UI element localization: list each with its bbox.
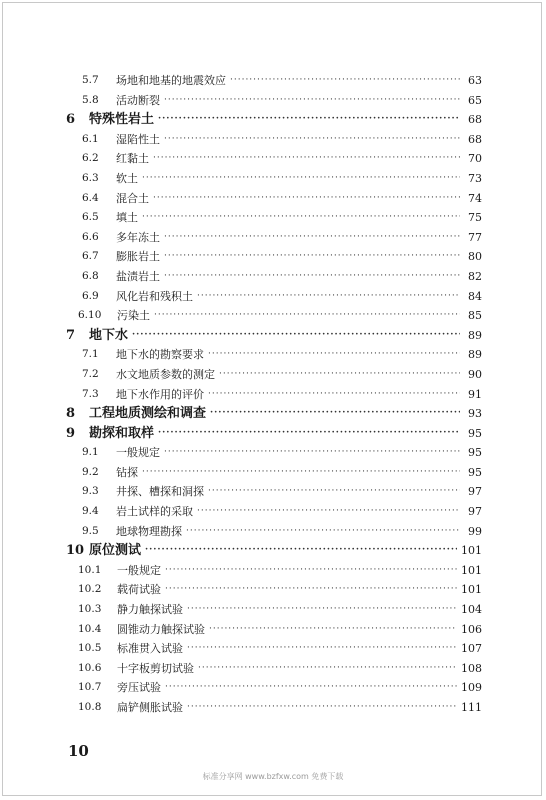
dot-leader [208, 385, 460, 405]
toc-section-row[interactable] [66, 365, 482, 385]
toc-entry-number: 10.5 [78, 642, 102, 655]
toc-entry-title: 圆锥动力触探试验 [117, 622, 205, 636]
toc-section-row[interactable] [66, 149, 482, 169]
toc-entry-page: 63 [468, 74, 482, 87]
toc-entry-number: 6.5 [82, 211, 99, 224]
dot-leader [142, 463, 460, 483]
toc-entry-title: 风化岩和残积土 [116, 289, 193, 303]
toc-entry-number: 10.1 [78, 563, 102, 576]
dot-leader [208, 482, 460, 502]
toc-entry-title: 勘探和取样 [89, 425, 155, 441]
toc-entry-title: 扁铲侧胀试验 [117, 701, 183, 714]
dot-leader [164, 91, 460, 111]
dot-leader [153, 149, 460, 169]
toc-entry-page: 77 [468, 230, 482, 244]
toc-chapter-row[interactable] [66, 541, 482, 561]
toc-entry-page: 101 [461, 544, 482, 558]
dot-leader [154, 306, 460, 326]
toc-entry-title: 一般规定 [116, 446, 160, 460]
toc-section-row[interactable] [66, 189, 482, 209]
toc-entry-number: 6.4 [82, 191, 99, 204]
toc-entry-title: 地球物理勘探 [116, 524, 182, 538]
toc-section-row[interactable] [66, 385, 482, 405]
toc-entry-number: 10.8 [78, 701, 102, 713]
dot-leader [153, 189, 460, 209]
toc-entry-page: 99 [468, 524, 482, 538]
toc-entry-title: 地下水 [89, 327, 129, 343]
toc-entry-number: 9.4 [82, 505, 99, 518]
toc-entry-number: 9.1 [82, 446, 99, 459]
toc-entry-title: 一般规定 [117, 563, 161, 577]
toc-entry-number: 10.7 [78, 681, 102, 694]
toc-entry-title: 盐渍岩土 [116, 269, 160, 283]
toc-chapter-row[interactable] [66, 110, 482, 130]
toc-entry-page: 106 [461, 622, 482, 636]
toc-entry-page: 80 [468, 250, 482, 264]
toc-section-row[interactable] [66, 561, 482, 581]
toc-entry-number: 10.3 [78, 603, 102, 616]
toc-entry-page: 82 [468, 269, 482, 283]
dot-leader [165, 580, 457, 600]
toc-entry-number: 10.2 [78, 583, 102, 596]
toc-entry-page: 68 [468, 113, 482, 127]
toc-entry-number: 5.7 [82, 74, 99, 86]
toc-section-row[interactable] [66, 522, 482, 542]
dot-leader [164, 228, 460, 248]
toc-entry-page: 85 [468, 309, 482, 323]
toc-section-row[interactable] [66, 71, 482, 91]
dot-leader [197, 287, 460, 307]
toc-entry-title: 十字板剪切试验 [117, 661, 194, 675]
toc-chapter-row[interactable] [66, 404, 482, 424]
toc-entry-title: 工程地质测绘和调查 [89, 406, 207, 422]
dot-leader [142, 169, 460, 189]
toc-entry-page: 75 [468, 211, 482, 225]
toc-entry-page: 97 [468, 485, 482, 499]
toc-chapter-row[interactable] [66, 424, 482, 444]
toc-entry-page: 89 [468, 328, 482, 342]
toc-entry-number: 10.6 [78, 661, 102, 674]
toc-entry-title: 载荷试验 [117, 583, 161, 597]
toc-entry-page: 107 [461, 642, 482, 656]
toc-entry-title: 膨胀岩土 [116, 250, 160, 264]
dot-leader [164, 247, 460, 267]
toc-section-row[interactable] [66, 620, 482, 640]
toc-section-row[interactable] [66, 169, 482, 189]
toc-entry-title: 湿陷性土 [116, 132, 160, 146]
toc-entry-number: 9.2 [82, 465, 99, 478]
toc-section-row[interactable] [66, 639, 482, 659]
toc-entry-number: 7.1 [82, 348, 99, 361]
toc-entry-number: 6.8 [82, 269, 99, 282]
toc-entry-page: 111 [461, 701, 482, 714]
toc-entry-page: 73 [468, 171, 482, 185]
toc-section-row[interactable] [66, 91, 482, 111]
toc-section-row[interactable] [66, 678, 482, 698]
dot-leader [187, 600, 457, 620]
toc-entry-page: 108 [461, 661, 482, 675]
toc-section-row[interactable] [66, 247, 482, 267]
dot-leader [210, 404, 460, 424]
dot-leader [230, 71, 460, 91]
toc-entry-page: 104 [461, 603, 482, 617]
toc-entry-title: 填土 [116, 211, 138, 225]
toc-entry-number: 6.9 [82, 289, 99, 302]
toc-entry-title: 标准贯入试验 [117, 642, 183, 656]
toc-section-row[interactable] [66, 208, 482, 228]
toc-section-row[interactable] [66, 463, 482, 483]
toc-section-row[interactable] [66, 287, 482, 307]
toc-entry-page: 90 [468, 367, 482, 381]
toc-entry-title: 软土 [116, 171, 138, 185]
toc-entry-page: 74 [468, 191, 482, 205]
toc-section-row[interactable] [66, 600, 482, 620]
toc-section-row[interactable] [66, 306, 482, 326]
toc-entry-title: 地下水作用的评价 [116, 387, 204, 401]
table-of-contents [66, 71, 482, 718]
toc-chapter-row[interactable] [66, 326, 482, 346]
toc-entry-title: 活动断裂 [116, 93, 160, 107]
toc-entry-number: 9.3 [82, 485, 99, 498]
dot-leader [219, 365, 460, 385]
toc-entry-number: 10 [66, 543, 85, 559]
toc-section-row[interactable] [66, 502, 482, 522]
toc-entry-title: 污染土 [117, 309, 150, 323]
dot-leader [164, 443, 460, 463]
toc-entry-page: 95 [468, 426, 482, 440]
toc-entry-page: 89 [468, 348, 482, 362]
toc-entry-number: 10.4 [78, 622, 102, 635]
toc-entry-page: 91 [468, 387, 482, 401]
toc-section-row[interactable] [66, 659, 482, 679]
toc-entry-title: 红黏土 [116, 152, 149, 166]
toc-entry-number: 7 [66, 327, 76, 343]
toc-entry-title: 特殊性岩土 [89, 112, 155, 128]
dot-leader [164, 130, 460, 150]
dot-leader [158, 110, 460, 130]
dot-leader [186, 522, 460, 542]
toc-entry-number: 6 [66, 112, 76, 128]
toc-entry-title: 混合土 [116, 191, 149, 205]
toc-entry-number: 7.2 [82, 367, 99, 380]
toc-entry-page: 97 [468, 505, 482, 519]
dot-leader [198, 659, 457, 679]
toc-entry-page: 70 [468, 152, 482, 166]
toc-entry-title: 原位测试 [89, 543, 142, 559]
dot-leader [187, 698, 457, 718]
toc-entry-title: 静力触探试验 [117, 603, 183, 617]
toc-entry-title: 岩土试样的采取 [116, 505, 193, 519]
toc-section-row[interactable] [66, 580, 482, 600]
dot-leader [132, 326, 460, 346]
toc-entry-number: 6.1 [82, 132, 99, 145]
toc-entry-number: 5.8 [82, 93, 99, 106]
toc-section-row[interactable] [66, 228, 482, 248]
toc-entry-number: 6.2 [82, 152, 99, 165]
toc-entry-number: 6.10 [78, 309, 102, 322]
dot-leader [142, 208, 460, 228]
toc-entry-page: 84 [468, 289, 482, 303]
toc-entry-title: 场地和地基的地震效应 [116, 74, 226, 87]
toc-entry-page: 109 [461, 681, 482, 695]
toc-entry-page: 93 [468, 407, 482, 421]
toc-entry-number: 7.3 [82, 387, 99, 400]
toc-section-row[interactable] [66, 130, 482, 150]
toc-entry-page: 95 [468, 446, 482, 460]
dot-leader [165, 678, 457, 698]
dot-leader [208, 345, 460, 365]
toc-entry-number: 6.3 [82, 171, 99, 184]
toc-entry-number: 6.6 [82, 230, 99, 243]
toc-entry-title: 地下水的勘察要求 [116, 348, 204, 362]
toc-entry-number: 6.7 [82, 250, 99, 263]
footer-watermark: 标准分享网 www.bzfxw.com 免费下载 [202, 772, 344, 781]
toc-section-row[interactable] [66, 482, 482, 502]
toc-entry-page: 101 [461, 563, 482, 577]
dot-leader [209, 620, 457, 640]
toc-entry-title: 钻探 [116, 465, 138, 479]
toc-section-row[interactable] [66, 698, 482, 718]
dot-leader [145, 541, 457, 561]
toc-section-row[interactable] [66, 267, 482, 287]
dot-leader [187, 639, 457, 659]
dot-leader [164, 267, 460, 287]
toc-entry-number: 9.5 [82, 524, 99, 537]
dot-leader [197, 502, 460, 522]
dot-leader [158, 424, 460, 444]
toc-section-row[interactable] [66, 443, 482, 463]
toc-entry-title: 水文地质参数的测定 [116, 367, 215, 381]
toc-entry-title: 多年冻土 [116, 230, 160, 244]
toc-section-row[interactable] [66, 345, 482, 365]
page-number: 10 [68, 742, 89, 760]
toc-entry-title: 井探、槽探和洞探 [116, 485, 204, 499]
toc-entry-page: 65 [468, 93, 482, 107]
toc-entry-page: 68 [468, 132, 482, 146]
toc-entry-number: 9 [66, 425, 76, 441]
toc-entry-page: 95 [468, 465, 482, 479]
toc-entry-page: 101 [461, 583, 482, 597]
toc-entry-title: 旁压试验 [117, 681, 161, 695]
toc-entry-number: 8 [66, 406, 76, 422]
dot-leader [165, 561, 457, 581]
